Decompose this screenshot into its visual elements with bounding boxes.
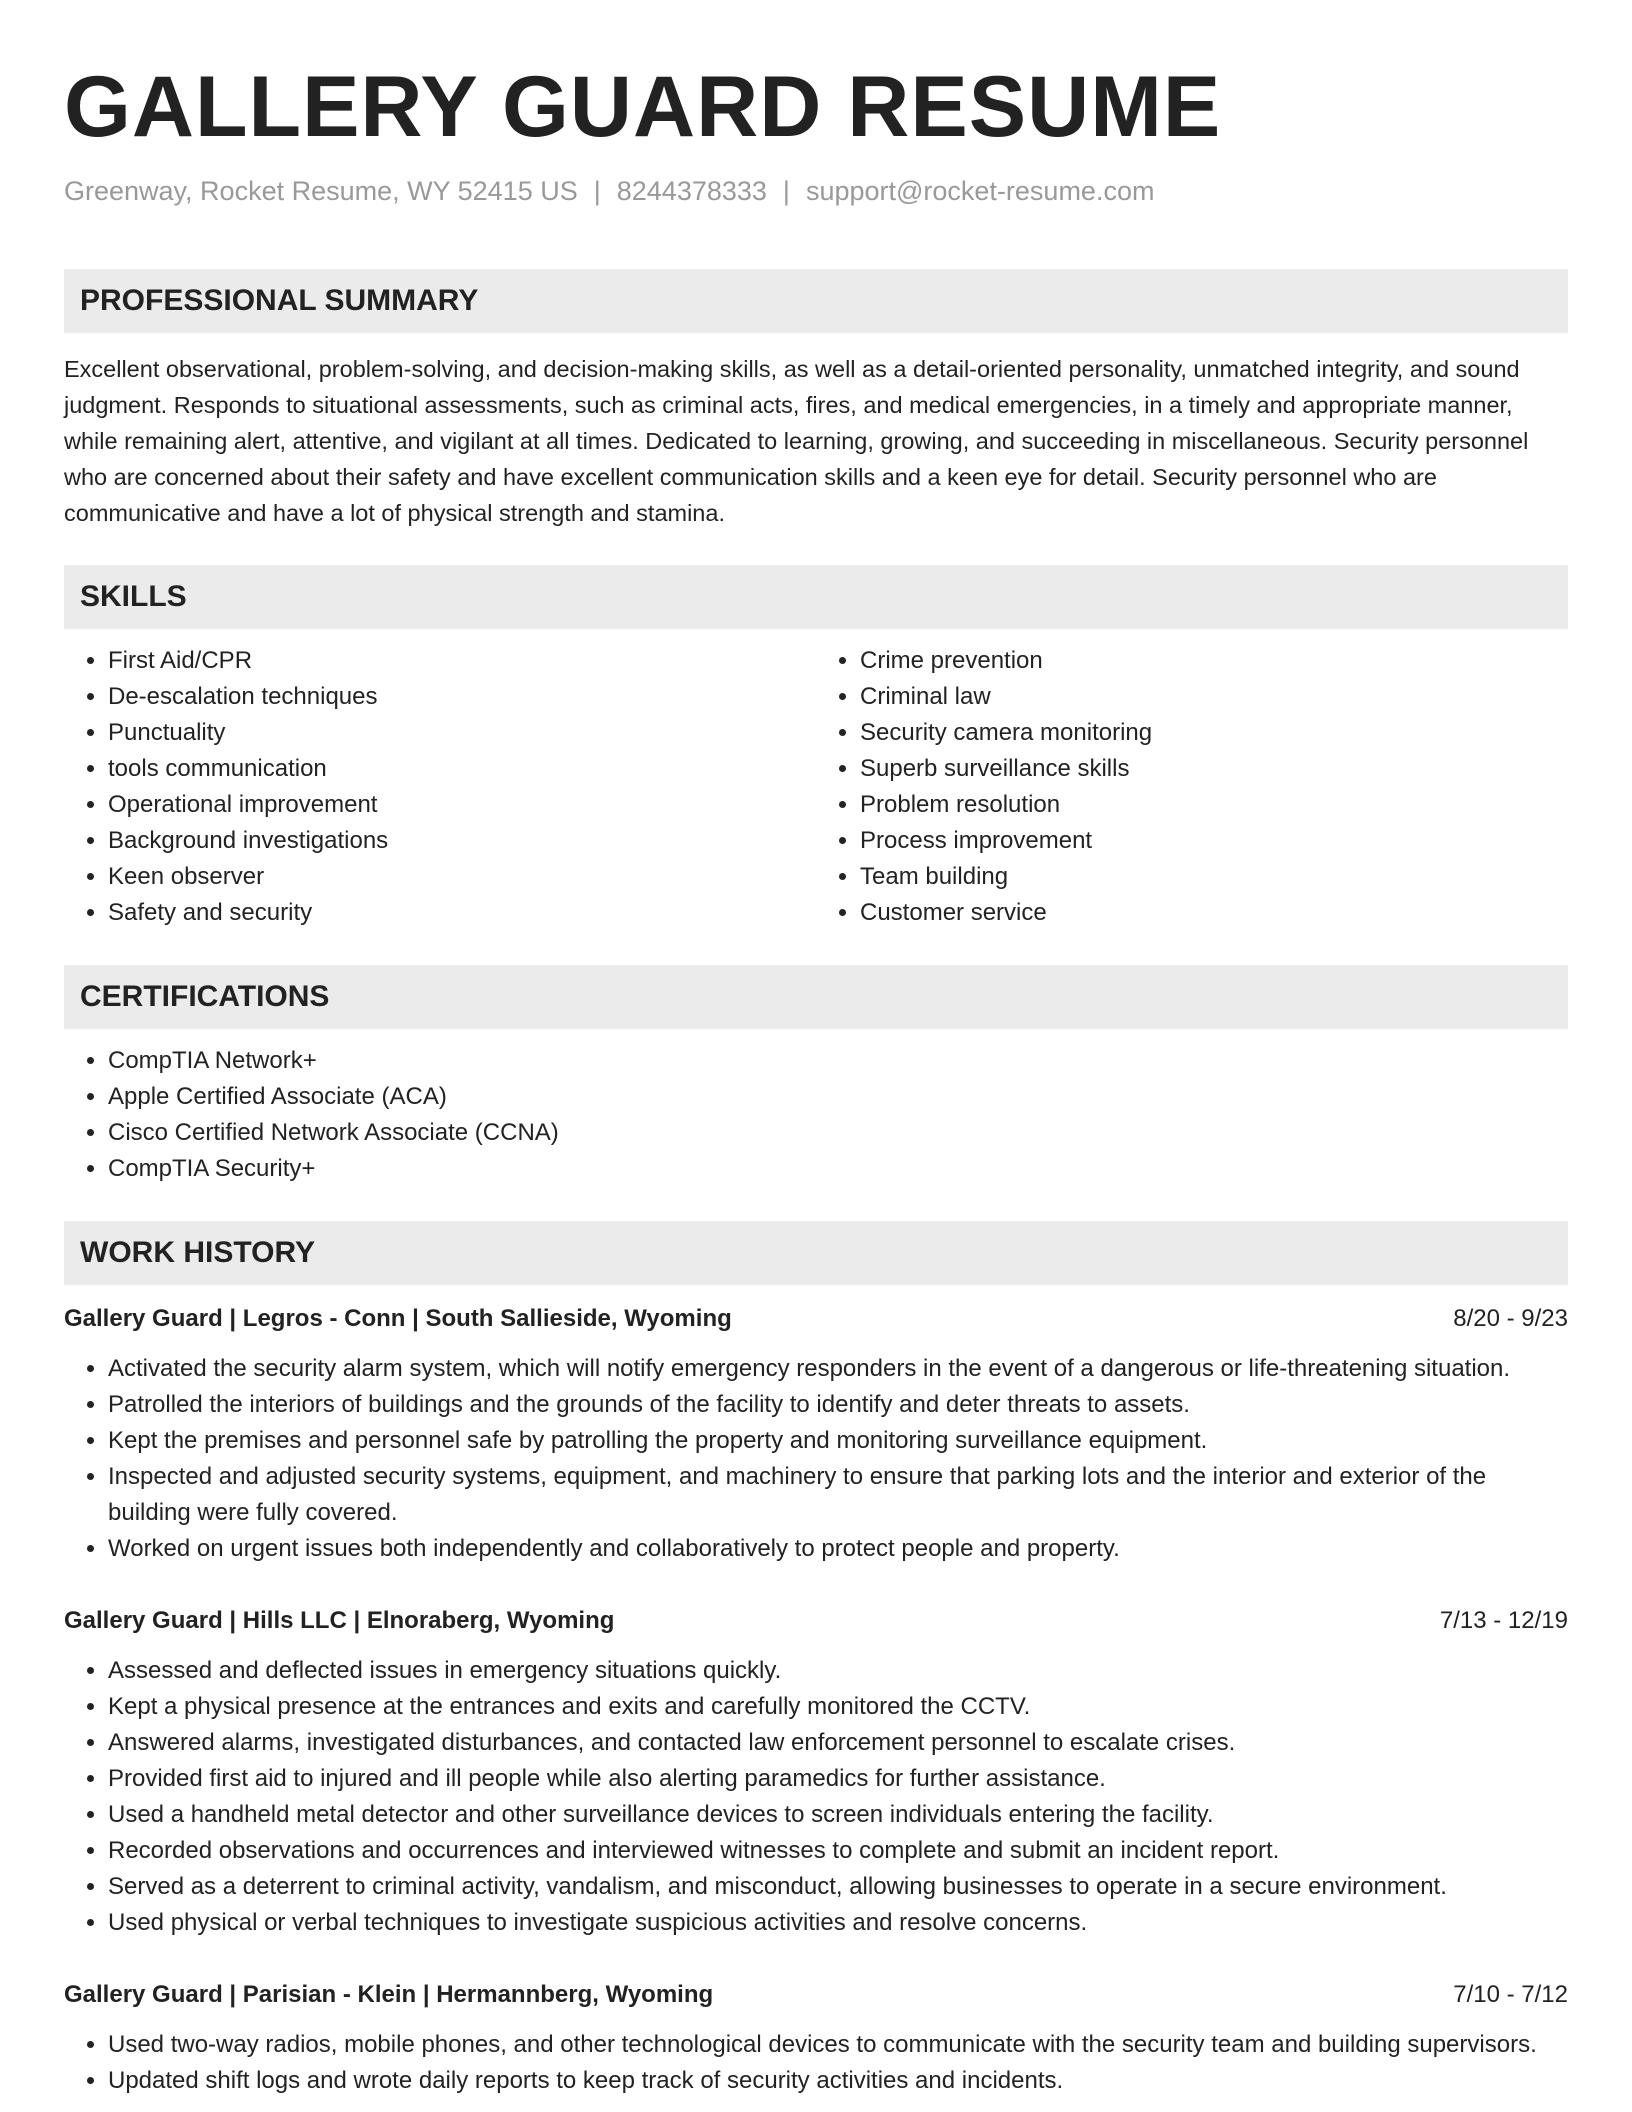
certification-item: • Cisco Certified Network Associate (CCNA) (108, 1115, 1568, 1151)
skill-item: • Problem resolution (860, 787, 1568, 823)
job-bullet: • Kept the premises and personnel safe by patrolling the property and monitoring surveillance equipment. (108, 1423, 1568, 1459)
job-entry (64, 1301, 1568, 1567)
contact-address: Greenway, Rocket Resume, WY 52415 US (64, 176, 578, 206)
job-bullets (64, 1653, 1568, 1941)
job-header (64, 1301, 1568, 1337)
skill-item: • Background investigations (108, 823, 816, 859)
skill-item: • Process improvement (860, 823, 1568, 859)
job-header (64, 1603, 1568, 1639)
job-bullet: • Used physical or verbal techniques to investigate suspicious activities and resolve concerns. (108, 1905, 1568, 1941)
skill-item: • De-escalation techniques (108, 679, 816, 715)
job-bullet: • Patrolled the interiors of buildings and the grounds of the facility to identify and deter threats to assets. (108, 1387, 1568, 1423)
job-bullet: • Recorded observations and occurrences and interviewed witnesses to complete and submit an incident report. (108, 1833, 1568, 1869)
job-bullets (64, 2027, 1568, 2099)
summary-heading: PROFESSIONAL SUMMARY (64, 269, 1568, 333)
job-title: Gallery Guard | Parisian - Klein | Hermannberg, Wyoming (64, 1981, 714, 2008)
job-bullet: • Served as a deterrent to criminal activity, vandalism, and misconduct, allowing businesses to operate in a secure environment. (108, 1869, 1568, 1905)
skills-section (64, 565, 1568, 931)
skill-item: • First Aid/CPR (108, 643, 816, 679)
skills-heading: SKILLS (64, 565, 1568, 629)
job-title: Gallery Guard | Legros - Conn | South Sallieside, Wyoming (64, 1305, 732, 1332)
job-bullet: • Used two-way radios, mobile phones, and other technological devices to communicate with the security team and building supervisors. (108, 2027, 1568, 2063)
certification-item: • CompTIA Security+ (108, 1151, 1568, 1187)
job-dates: 8/20 - 9/23 (1453, 1305, 1568, 1332)
contact-separator: | (782, 176, 790, 206)
skills-list-right (816, 643, 1568, 931)
skill-item: • Superb surveillance skills (860, 751, 1568, 787)
certifications-list (64, 1043, 1568, 1187)
professional-summary-section (64, 269, 1568, 531)
job-bullet: • Updated shift logs and wrote daily reports to keep track of security activities and incidents. (108, 2063, 1568, 2099)
job-bullet: • Worked on urgent issues both independently and collaboratively to protect people and property. (108, 1531, 1568, 1567)
skill-item: • Team building (860, 859, 1568, 895)
work-history-heading: WORK HISTORY (64, 1221, 1568, 1285)
resume-title: GALLERY GUARD RESUME (64, 59, 1222, 155)
job-bullet: • Kept a physical presence at the entrances and exits and carefully monitored the CCTV. (108, 1689, 1568, 1725)
job-bullet: • Used a handheld metal detector and other surveillance devices to screen individuals entering the facility. (108, 1797, 1568, 1833)
skill-item: • Punctuality (108, 715, 816, 751)
job-title: Gallery Guard | Hills LLC | Elnoraberg, Wyoming (64, 1607, 615, 1634)
contact-separator: | (593, 176, 601, 206)
skill-item: • tools communication (108, 751, 816, 787)
skill-item: • Customer service (860, 895, 1568, 931)
skills-list-left (64, 643, 816, 931)
certification-item: • CompTIA Network+ (108, 1043, 1568, 1079)
job-bullet: • Answered alarms, investigated disturbances, and contacted law enforcement personnel to escalate crises. (108, 1725, 1568, 1761)
skill-item: • Criminal law (860, 679, 1568, 715)
job-entry (64, 1977, 1568, 2099)
job-bullets (64, 1351, 1568, 1567)
skill-item: • Security camera monitoring (860, 715, 1568, 751)
job-bullet: • Inspected and adjusted security systems, equipment, and machinery to ensure that parking lots and the interior and exterior of the building were fully covered. (108, 1459, 1568, 1531)
skill-item: • Safety and security (108, 895, 816, 931)
certifications-section (64, 965, 1568, 1187)
job-bullet: • Activated the security alarm system, which will notify emergency responders in the event of a dangerous or life-threatening situation. (108, 1351, 1568, 1387)
contact-line (64, 178, 1568, 205)
contact-phone[interactable]: 8244378333 (616, 176, 767, 206)
skill-item: • Keen observer (108, 859, 816, 895)
certifications-heading: CERTIFICATIONS (64, 965, 1568, 1029)
skill-item: • Operational improvement (108, 787, 816, 823)
summary-text: Excellent observational, problem-solving, and decision-making skills, as well as a detail-oriented personality, unmatched integrity, and sound judgment. Responds to situational assessments, such as criminal acts, fires, and medical emergencies, in a timely and appropriate manner, while remaining alert, attentive, and vigilant at all times. Dedicated to learning, growing, and succeeding in miscellaneous. Security personnel who are concerned about their safety and have excellent communication skills and a keen eye for detail. Security personnel who are communicative and have a lot of physical strength and stamina. (64, 356, 1529, 526)
job-bullet: • Provided first aid to injured and ill people while also alerting paramedics for further assistance. (108, 1761, 1568, 1797)
job-entry (64, 1603, 1568, 1941)
work-history-section (64, 1221, 1568, 2099)
contact-email[interactable]: support@rocket-resume.com (805, 176, 1155, 206)
job-dates: 7/10 - 7/12 (1453, 1981, 1568, 2008)
job-dates: 7/13 - 12/19 (1439, 1607, 1568, 1634)
certification-item: • Apple Certified Associate (ACA) (108, 1079, 1568, 1115)
skill-item: • Crime prevention (860, 643, 1568, 679)
job-header (64, 1977, 1568, 2013)
skills-grid (64, 643, 1568, 931)
jobs-container (64, 1301, 1568, 2099)
job-bullet: • Assessed and deflected issues in emergency situations quickly. (108, 1653, 1568, 1689)
